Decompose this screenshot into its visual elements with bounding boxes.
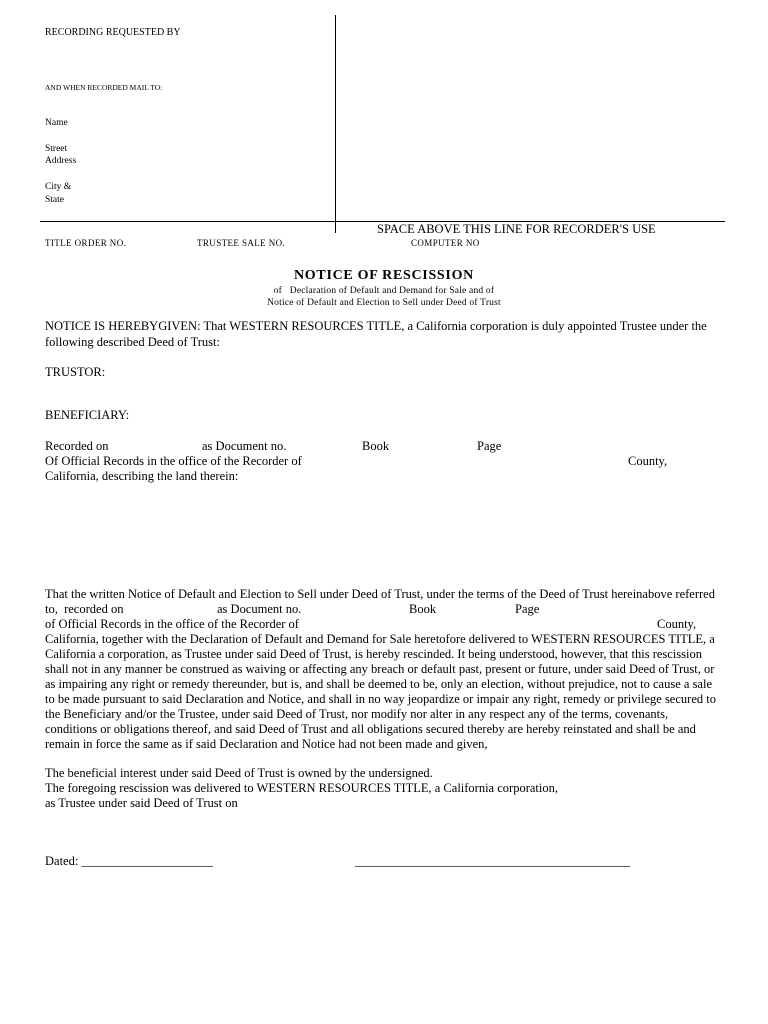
rescission-line: shall not in any manner be construed as waiving or affecting any breach or default past, present or future, under said Deed of Trust, or	[45, 662, 715, 676]
document-no-label: as Document no.	[202, 439, 287, 453]
recorded-on-label: to, recorded on	[45, 602, 124, 616]
document-title: NOTICE OF RESCISSION	[294, 268, 474, 283]
signature-line: ____________________________________________	[355, 854, 630, 868]
recording-requested-by-label: RECORDING REQUESTED BY	[45, 27, 181, 38]
county-label: County,	[628, 454, 668, 468]
rescission-line: California, together with the Declaration of Default and Demand for Sale heretofore delivered to WESTERN RESOURCES TITLE, a	[45, 632, 715, 646]
document-subtitle-line: of Declaration of Default and Demand for Sale and of	[273, 286, 495, 296]
rescission-line: to be made pursuant to said Declaration and Notice, and shall in no way jeopardize or impair any right, remedy or privilege secured to	[45, 692, 716, 706]
book-label: Book	[409, 602, 437, 616]
rescission-line: remain in force the same as if said Declaration and Notice had not been made and given,	[45, 737, 488, 751]
book-label: Book	[362, 439, 390, 453]
rescission-line: That the written Notice of Default and Election to Sell under Deed of Trust, under the terms of the Deed of Trust hereinabove referred	[45, 587, 715, 601]
closing-line: as Trustee under said Deed of Trust on	[45, 796, 238, 810]
official-records-label: Of Official Records in the office of the Recorder of	[45, 454, 302, 468]
dated-field: Dated: _____________________	[45, 854, 213, 868]
rescission-line: as impairing any right or remedy thereunder, but is, and shall be deemed to be, only an election, without prejudice, not to cause a sale	[45, 677, 713, 691]
document-no-label: as Document no.	[217, 602, 302, 616]
page-label: Page	[477, 439, 502, 453]
recorder-divider-vertical	[335, 15, 336, 233]
closing-line: The beneficial interest under said Deed of Trust is owned by the undersigned.	[45, 766, 433, 780]
beneficiary-label: BENEFICIARY:	[45, 408, 130, 422]
notice-line: NOTICE IS HEREBYGIVEN: That WESTERN RESOURCES TITLE, a California corporation is duly appointed Trustee under the	[45, 319, 707, 333]
trustee-sale-no-label: TRUSTEE SALE NO.	[197, 238, 286, 248]
page-label: Page	[515, 602, 540, 616]
address-label: Address	[45, 156, 77, 166]
document-subtitle-line: Notice of Default and Election to Sell under Deed of Trust	[267, 298, 501, 308]
street-label: Street	[45, 144, 68, 154]
county-label: County,	[657, 617, 697, 631]
rescission-line: the Beneficiary and/or the Trustee, under said Deed of Trust, nor modify nor alter in any respect any of the terms, covenants,	[45, 707, 669, 721]
state-label: State	[45, 195, 64, 205]
land-description-label: California, describing the land therein:	[45, 469, 239, 483]
computer-no-label: COMPUTER NO	[411, 238, 480, 248]
mail-to-label: AND WHEN RECORDED MAIL TO:	[45, 83, 163, 92]
recorded-on-label: Recorded on	[45, 439, 109, 453]
rescission-line: conditions or obligations thereof, and said Deed of Trust and all obligations secured thereby are hereby reinstated and shall be and	[45, 722, 696, 736]
notice-line: following described Deed of Trust:	[45, 335, 220, 349]
recorder-use-label: SPACE ABOVE THIS LINE FOR RECORDER'S USE	[377, 222, 656, 236]
closing-line: The foregoing rescission was delivered to WESTERN RESOURCES TITLE, a California corporation,	[45, 781, 558, 795]
title-order-no-label: TITLE ORDER NO.	[45, 238, 127, 248]
city-label: City &	[45, 182, 72, 192]
name-label: Name	[45, 118, 68, 128]
official-records-label: of Official Records in the office of the Recorder of	[45, 617, 299, 631]
rescission-line: California a corporation, as Trustee under said Deed of Trust, is hereby rescinded. It being understood, however, that this rescission	[45, 647, 703, 661]
trustor-label: TRUSTOR:	[45, 365, 106, 379]
